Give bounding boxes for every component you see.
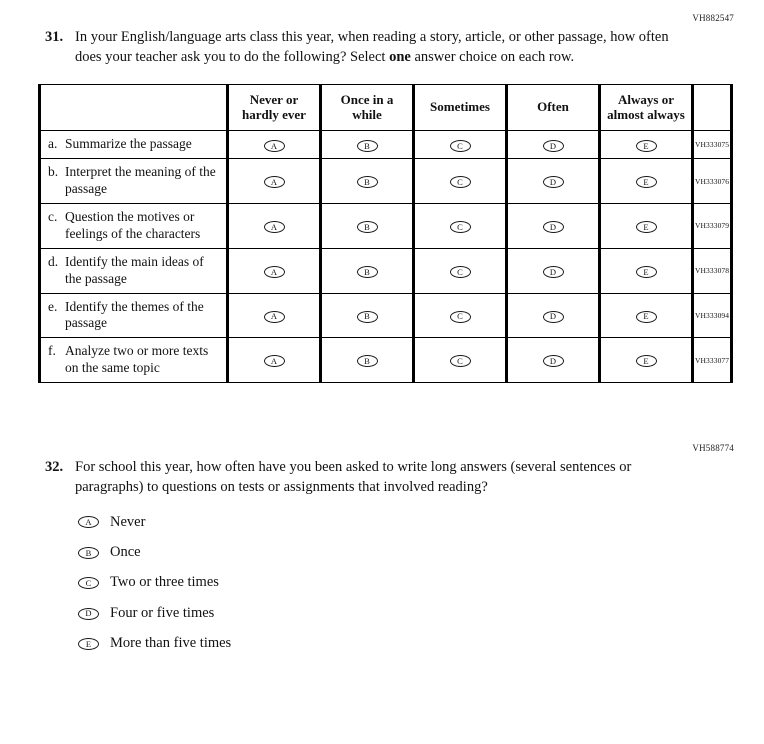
answer-cell[interactable] [414,338,507,383]
row-letter: b. [48,164,59,180]
answer-oval-d[interactable]: D [78,608,99,620]
row-text: Summarize the passage [65,136,192,152]
q31-text-part1: In your English/language arts class this year, when reading a story, article, or other passage, how often does your teacher ask you to do the following? Select [75,29,669,66]
row-text: Analyze two or more texts on the same topic [65,343,209,376]
row-letter: d. [48,253,59,269]
q31-text [75,27,687,68]
q32-option[interactable] [78,635,764,652]
answer-cell[interactable] [507,248,600,293]
answer-oval-b[interactable]: B [357,311,378,323]
q32-options [78,514,764,653]
answer-oval-a[interactable]: A [264,311,285,323]
answer-cell[interactable] [507,204,600,249]
header-blank [40,84,228,131]
row-text: Identify the themes of the passage [65,298,204,331]
answer-oval-a[interactable]: A [264,266,285,278]
table-row [40,293,732,338]
option-label: Four or five times [110,604,215,621]
answer-oval-c[interactable]: C [450,311,471,323]
answer-cell[interactable] [321,338,414,383]
row-label [40,293,228,338]
row-text: Identify the main ideas of the passage [65,253,204,286]
answer-cell[interactable] [228,293,321,338]
answer-cell[interactable] [228,159,321,204]
form-code-q32: VH588774 [692,443,734,454]
row-label [40,131,228,159]
answer-oval-d[interactable]: D [543,176,564,188]
answer-cell[interactable] [600,159,693,204]
q31-text-part2: answer choice on each row. [410,49,575,66]
answer-oval-d[interactable]: D [543,221,564,233]
answer-cell[interactable] [600,204,693,249]
answer-cell[interactable] [600,248,693,293]
answer-cell[interactable] [321,204,414,249]
row-label [40,248,228,293]
answer-oval-b[interactable]: B [78,547,99,559]
question-32 [45,457,764,498]
answer-oval-c[interactable]: C [450,140,471,152]
answer-oval-e[interactable]: E [636,221,657,233]
answer-oval-e[interactable]: E [636,311,657,323]
answer-oval-a[interactable]: A [264,221,285,233]
answer-oval-d[interactable]: D [543,355,564,367]
table-row [40,131,732,159]
answer-oval-e[interactable]: E [78,638,99,650]
answer-oval-d[interactable]: D [543,140,564,152]
answer-oval-e[interactable]: E [636,176,657,188]
header-always: Always or almost always [600,84,693,131]
row-code: VH333075 [693,131,732,159]
row-letter: f. [48,343,56,359]
q31-number: 31. [45,29,64,45]
answer-oval-b[interactable]: B [357,266,378,278]
answer-cell[interactable] [321,131,414,159]
q32-option[interactable] [78,514,764,531]
answer-cell[interactable] [507,338,600,383]
answer-oval-c[interactable]: C [450,266,471,278]
answer-cell[interactable] [600,338,693,383]
q32-number: 32. [45,459,64,476]
answer-cell[interactable] [507,131,600,159]
header-never: Never or hardly ever [228,84,321,131]
answer-cell[interactable] [321,159,414,204]
answer-cell[interactable] [414,204,507,249]
answer-cell[interactable] [414,293,507,338]
table-row [40,338,732,383]
table-header-row [40,84,732,131]
option-label: Two or three times [110,574,219,591]
answer-oval-a[interactable]: A [264,355,285,367]
answer-oval-b[interactable]: B [357,221,378,233]
option-label: Never [110,513,146,530]
answer-oval-c[interactable]: C [450,176,471,188]
answer-oval-a[interactable]: A [264,176,285,188]
q32-text: For school this year, how often have you been asked to write long answers (several sentences or paragraphs) to questions on tests or assignments that involved reading? [75,459,632,496]
table-row [40,204,732,249]
row-text: Question the motives or feelings of the characters [65,209,201,241]
q32-option[interactable] [78,574,764,591]
q32-option[interactable] [78,544,764,561]
option-label: Once [110,544,141,561]
question-31 [45,27,764,68]
option-label: More than five times [110,635,232,652]
answer-cell[interactable] [414,159,507,204]
row-label [40,338,228,383]
answer-cell[interactable] [600,131,693,159]
row-letter: e. [48,298,58,314]
header-once-in-a-while: Once in a while [321,84,414,131]
table-row [40,248,732,293]
answer-oval-e[interactable]: E [636,355,657,367]
answer-oval-a[interactable]: A [78,516,99,528]
answer-cell[interactable] [228,248,321,293]
row-code: VH333076 [693,159,732,204]
answer-oval-c[interactable]: C [450,221,471,233]
answer-oval-b[interactable]: B [357,176,378,188]
header-often: Often [507,84,600,131]
q31-table-body [40,131,732,383]
answer-oval-e[interactable]: E [636,266,657,278]
row-code: VH333077 [693,338,732,383]
answer-oval-c[interactable]: C [450,355,471,367]
header-sometimes: Sometimes [414,84,507,131]
q32-option[interactable] [78,605,764,622]
answer-cell[interactable] [414,131,507,159]
answer-cell[interactable] [228,131,321,159]
answer-oval-d[interactable]: D [543,266,564,278]
row-code: VH333094 [693,293,732,338]
q31-bold-word: one [389,49,411,66]
answer-oval-d[interactable]: D [543,311,564,323]
answer-cell[interactable] [321,248,414,293]
answer-cell[interactable] [507,159,600,204]
answer-cell[interactable] [228,338,321,383]
row-letter: a. [48,136,58,152]
row-text: Interpret the meaning of the passage [65,164,216,197]
answer-oval-a[interactable]: A [264,140,285,152]
row-letter: c. [48,209,58,225]
q31-response-table [38,84,733,384]
row-code: VH333079 [693,204,732,249]
row-label [40,159,228,204]
row-code: VH333078 [693,248,732,293]
row-label [40,204,228,249]
answer-cell[interactable] [507,293,600,338]
answer-oval-c[interactable]: C [78,577,99,589]
form-code-q31: VH882547 [692,13,734,23]
header-code-blank [693,84,732,131]
answer-cell[interactable] [600,293,693,338]
answer-oval-b[interactable]: B [357,140,378,152]
answer-cell[interactable] [414,248,507,293]
answer-oval-e[interactable]: E [636,140,657,152]
answer-cell[interactable] [228,204,321,249]
table-row [40,159,732,204]
answer-cell[interactable] [321,293,414,338]
answer-oval-b[interactable]: B [357,355,378,367]
